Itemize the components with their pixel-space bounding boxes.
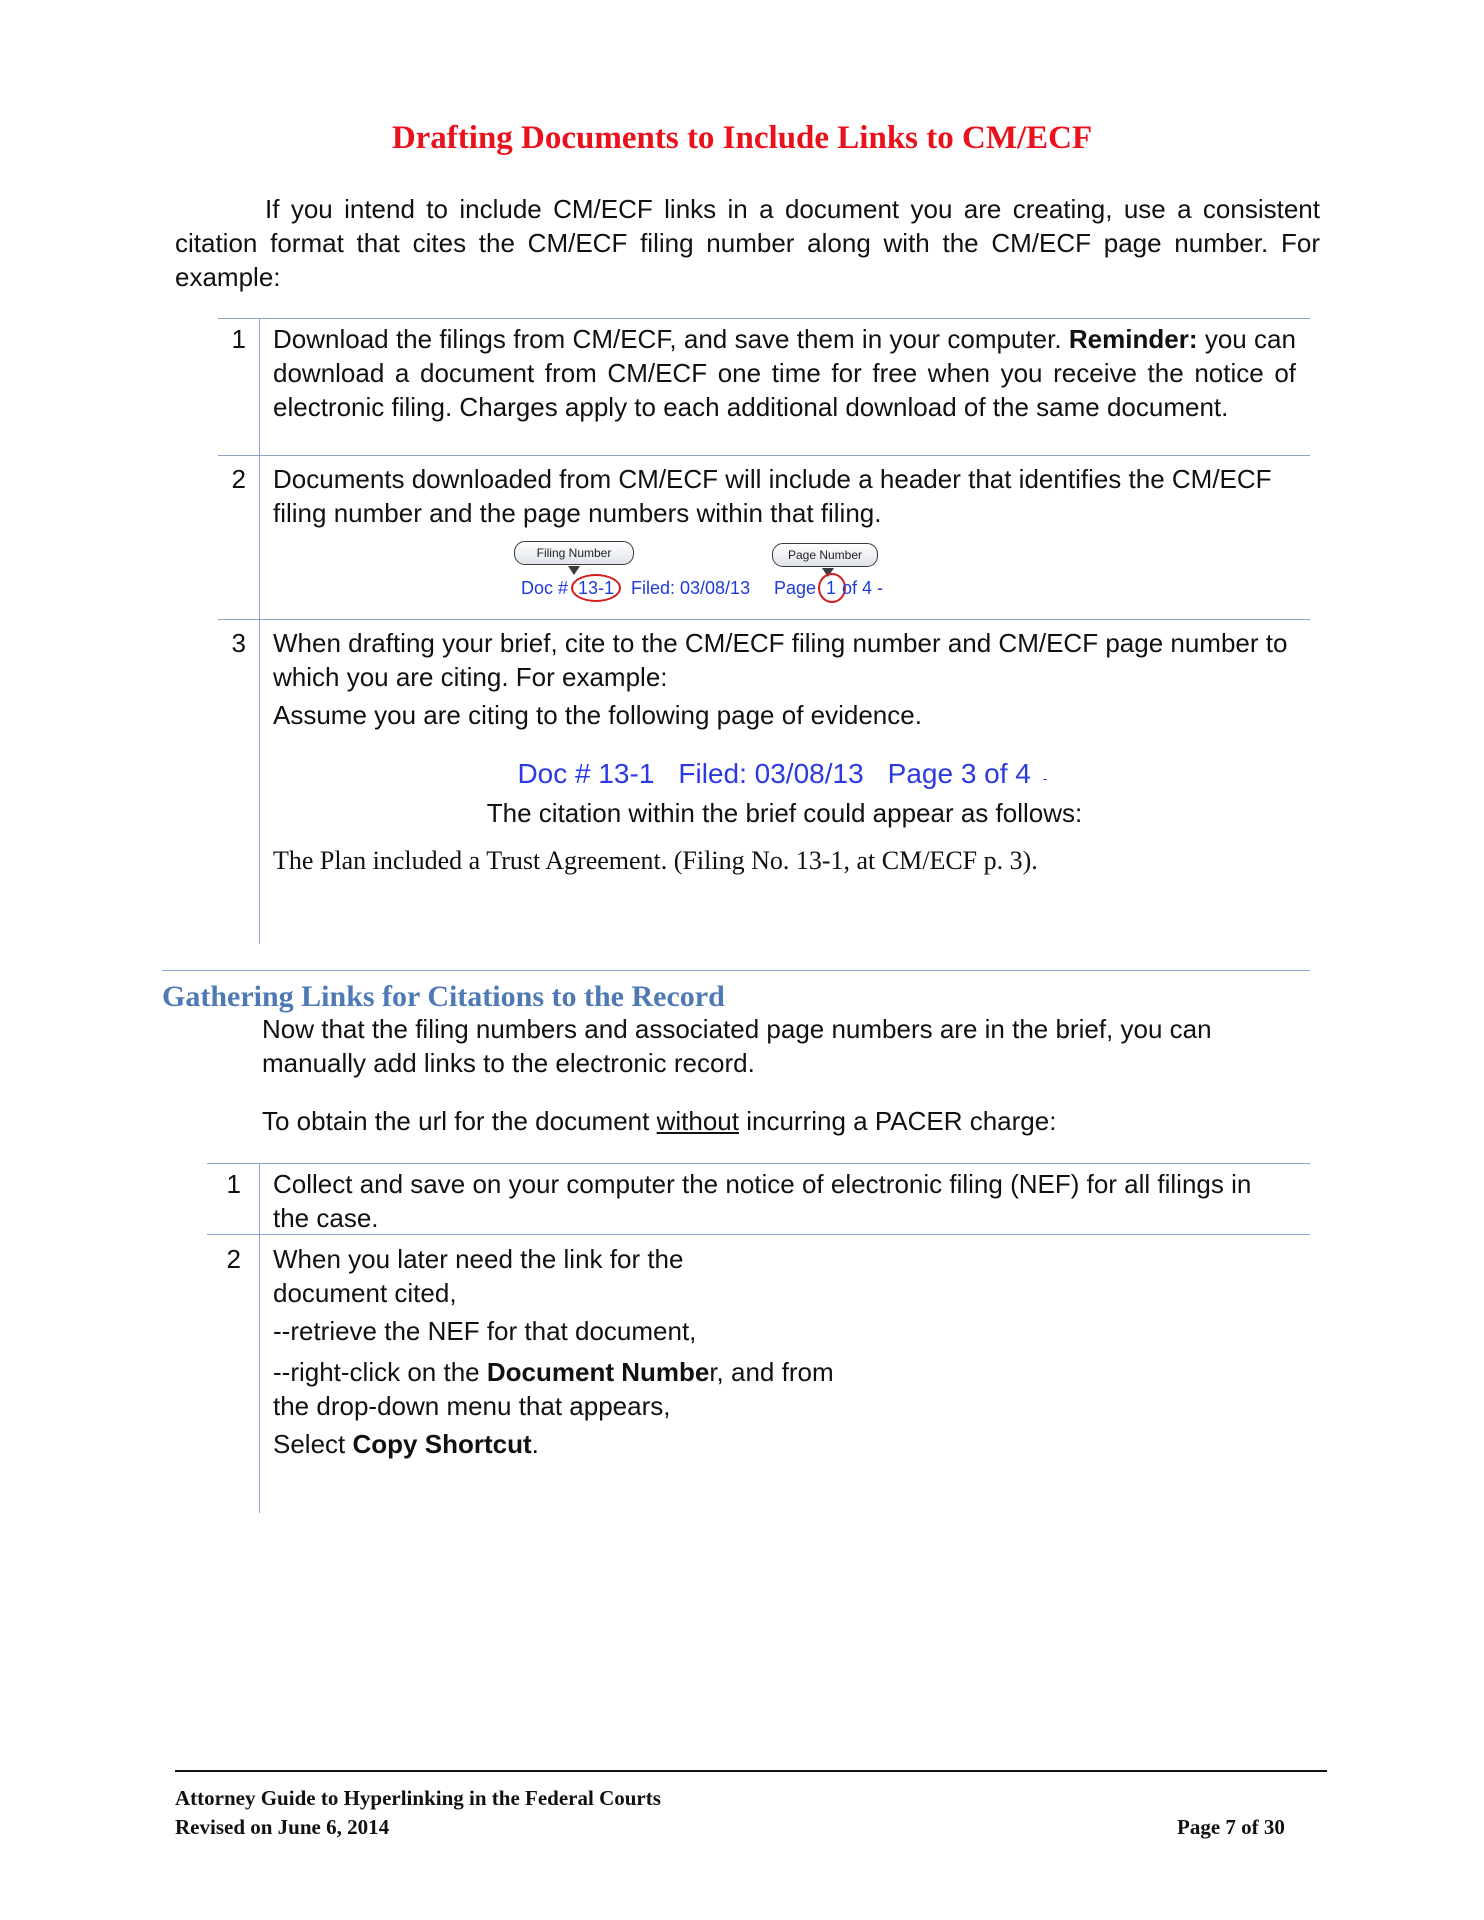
step-2-text: Documents downloaded from CM/ECF will include a header that identifies the CM/ECF filing number and the page numbers within that filing. [273,464,1272,528]
header-page-prefix: Page [774,578,817,598]
intro-paragraph: If you intend to include CM/ECF links in a document you are creating, use a consistent citation format that cites the CM/ECF filing number along with the CM/ECF page number. For example: [175,194,1320,292]
table1-row-divider [218,619,1310,620]
header-page-number: 1 [826,578,837,598]
nef-step-2-line2: --retrieve the NEF for that document, [273,1316,697,1346]
callout-pointer [568,566,580,575]
filing-number-callout: Filing Number [514,541,634,565]
example-filed-date: Filed: 03/08/13 [678,758,864,789]
table1-row-divider [218,455,1310,456]
footer-revised-date: Revised on June 6, 2014 [175,1815,390,1839]
page-number-callout: Page Number [772,543,878,567]
footer-guide-title: Attorney Guide to Hyperlinking in the Federal Courts [175,1786,661,1810]
example-cmecf-header [0,756,1484,796]
section-heading: Gathering Links for Citations to the Record [162,980,725,1013]
step-number: 1 [226,1169,241,1199]
nef-step-2-line3: --right-click on the Document Number, and from the drop-down menu that appears, [273,1357,834,1421]
nef-step-2-line4: Select Copy Shortcut. [273,1429,539,1459]
step-number: 3 [231,628,246,658]
page-title: Drafting Documents to Include Links to CM/ECF [391,120,1093,156]
table1-top-rule [218,318,1310,319]
step-3-assume: Assume you are citing to the following page of evidence. [273,700,922,730]
example-trailing-dash: - [1042,770,1048,786]
citation-intro: The citation within the brief could appear as follows: [486,798,1083,828]
footer-rule [175,1770,1327,1772]
example-page-number: Page 3 of 4 [887,758,1031,789]
header-page-suffix: of 4 - [842,578,884,598]
document-number-bold: Document Numbe [486,1357,710,1387]
citation-example: The Plan included a Trust Agreement. (Filing No. 13-1, at CM/ECF p. 3). [273,846,1038,875]
step-3-text: When drafting your brief, cite to the CM/ECF filing number and CM/ECF page number to which you are citing. For example: [273,628,1288,692]
step-1-text: Download the filings from CM/ECF, and save them in your computer. Reminder: you can download a document from CM/ECF one time for free when you receive the notice of electronic filing. Charges apply to each additional download of the same document. [273,324,1296,422]
header-filed: Filed: 03/08/13 [631,578,751,598]
step-number: 2 [231,464,246,494]
reminder-label: Reminder: [1068,324,1198,354]
table1-column-rule [259,318,260,944]
nef-step-2-line1: When you later need the link for the document cited, [273,1244,684,1308]
copy-shortcut-bold: Copy Shortcut [352,1429,532,1459]
header-doc-prefix: Doc # [521,578,569,598]
step-number: 2 [226,1244,241,1274]
pacer-instruction: To obtain the url for the document without incurring a PACER charge: [262,1106,1057,1136]
footer-page-number: Page 7 of 30 [1177,1815,1285,1839]
section-rule [162,970,1310,971]
filing-number-circle [571,574,621,602]
table2-top-rule [207,1163,1310,1164]
nef-step-1-text: Collect and save on your computer the notice of electronic filing (NEF) for all filings in the case. [273,1169,1252,1233]
example-doc-number: Doc # 13-1 [517,758,655,789]
header-doc-number: 13-1 [578,578,615,598]
table2-column-rule [259,1163,260,1513]
section-paragraph: Now that the filing numbers and associated page numbers are in the brief, you can manually add links to the electronic record. [262,1014,1212,1078]
step-number: 1 [231,324,246,354]
underlined-without: without [656,1106,739,1136]
